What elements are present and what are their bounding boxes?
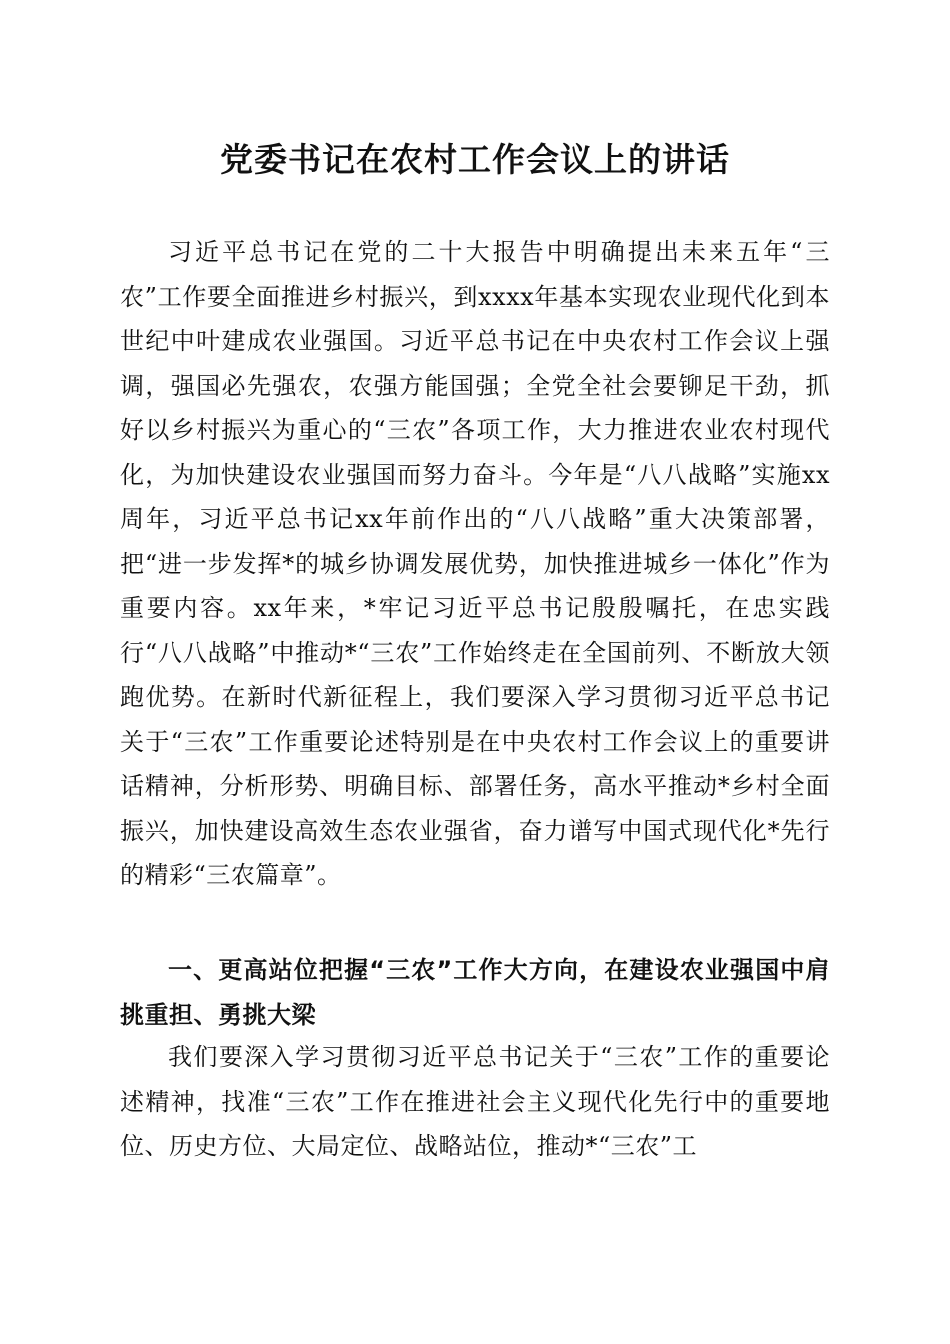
section-heading: 一、更高站位把握“三农”工作大方向，在建设农业强国中肩挑重担、勇挑大梁 (120, 956, 830, 1029)
document-title: 党委书记在农村工作会议上的讲话 (220, 140, 730, 179)
intro-paragraph: 习近平总书记在党的二十大报告中明确提出未来五年“三农”工作要全面推进乡村振兴，到xxxx年基本实现农业现代化到本世纪中叶建成农业强国。习近平总书记在中央农村工作会议上强调，强国必先强农，农强方能国强；全党全社会要铆足干劲，抓好以乡村振兴为重心的“三农”各项工作，大力推进农业农村现代化，为加快建设农业强国而努力奋斗。今年是“八八战略”实施xx周年，习近平总书记xx年前作出的“八八战略”重大决策部署，把“进一步发挥*的城乡协调发展优势，加快推进城乡一体化”作为重要内容。xx年来，*牢记习近平总书记殷殷嘱托，在忠实践行“八八战略”中推动*“三农”工作始终走在全国前列、不断放大领跑优势。在新时代新征程上，我们要深入学习贯彻习近平总书记关于“三农”工作重要论述特别是在中央农村工作会议上的重要讲话精神，分析形势、明确目标、部署任务，高水平推动*乡村全面振兴，加快建设高效生态农业强省，奋力谱写中国式现代化*先行的精彩“三农篇章”。 (120, 238, 830, 889)
section-paragraph: 我们要深入学习贯彻习近平总书记关于“三农”工作的重要论述精神，找准“三农”工作在推进社会主义现代化先行中的重要地位、历史方位、大局定位、战略站位，推动*“三农”工 (120, 1043, 830, 1160)
